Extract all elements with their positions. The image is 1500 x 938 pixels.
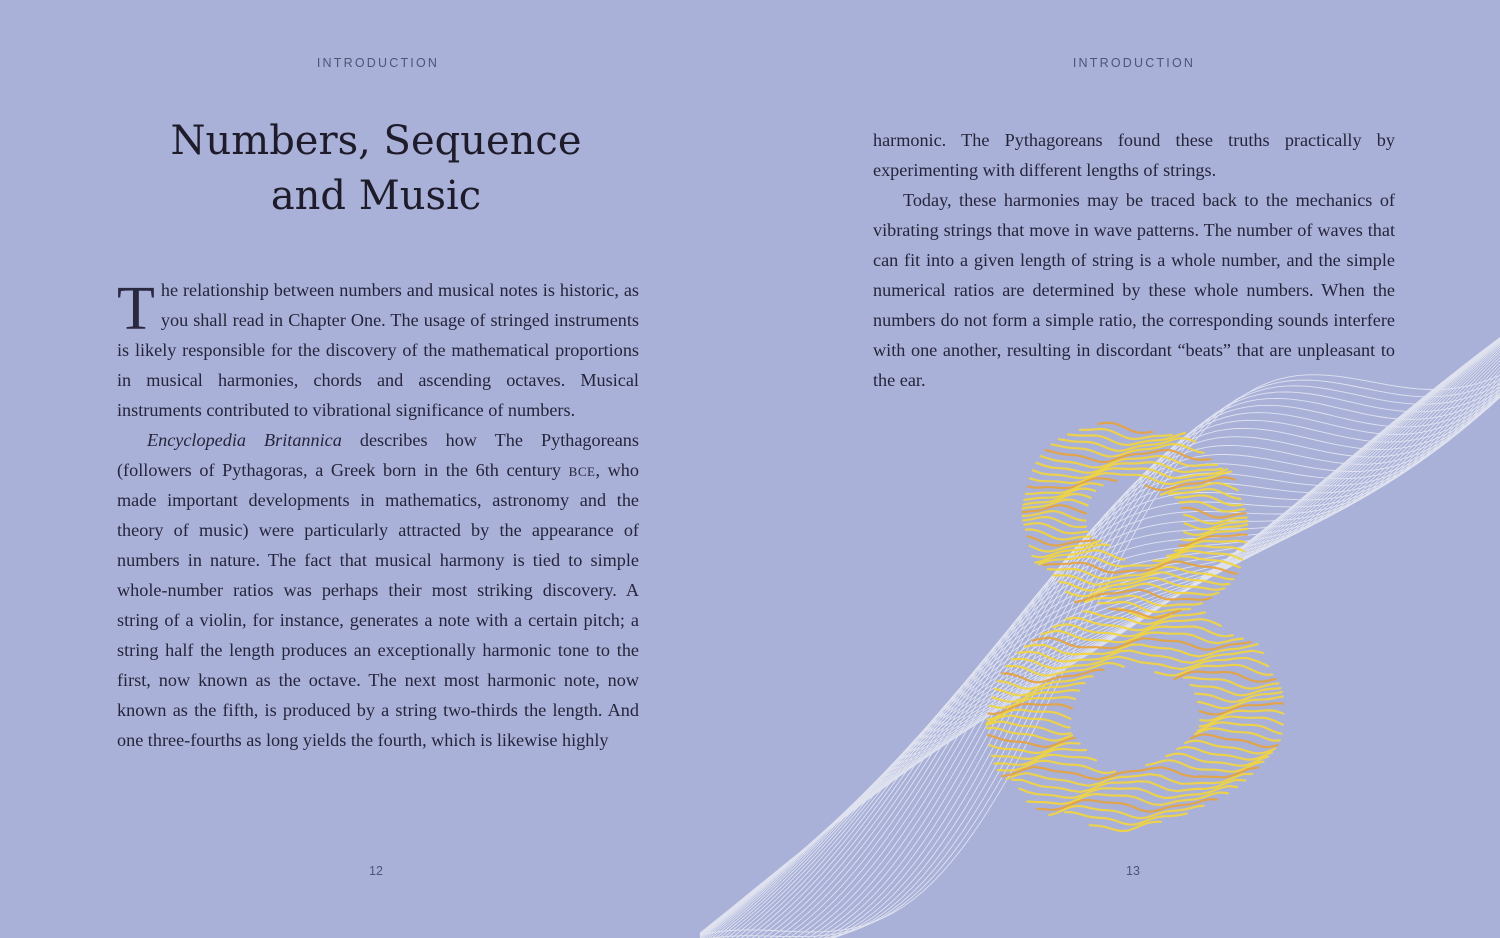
page-number-left: 12 bbox=[369, 864, 383, 878]
era-abbreviation: bce bbox=[568, 460, 596, 480]
running-head-left: INTRODUCTION bbox=[316, 56, 440, 70]
page-number-right: 13 bbox=[1126, 864, 1140, 878]
paragraph-2 bbox=[117, 425, 639, 755]
paragraph-3: harmonic. The Pythagoreans found these truths practically by experimenting with different lengths of strings. bbox=[873, 130, 1395, 180]
right-body-text bbox=[873, 125, 1395, 395]
paragraph-1 bbox=[117, 275, 639, 425]
drop-cap: T bbox=[117, 275, 155, 343]
book-title-italic: Encyclopedia Britannica bbox=[147, 430, 342, 450]
chapter-title bbox=[126, 114, 626, 224]
running-head-right: INTRODUCTION bbox=[1072, 56, 1196, 70]
title-line-2: and Music bbox=[270, 173, 482, 219]
paragraph-2-text-b: , who made important developments in mathematics, astronomy and the theory of music) were particularly attracted by the appearance of numbers in nature. The fact that musical harmony is tied to simple whole-number ratios was perhaps their most striking discovery. A string of a violin, for instance, generates a note with a certain pitch; a string half the length produces an exceptionally harmonic tone to the first, now known as the octave. The next most harmonic note, now known as the fifth, is produced by a string two-thirds the length. And one three-fourths as long yields the fourth, which is likewise highly bbox=[117, 460, 639, 750]
paragraph-1-text: he relationship between numbers and musical notes is historic, as you shall read in Chapter One. The usage of stringed instruments is likely responsible for the discovery of the mathematical proportions in musical harmonies, chords and ascending octaves. Musical instruments contributed to vibrational significance of numbers. bbox=[117, 280, 639, 420]
paragraph-2-text-a: describes how The Pythagoreans (followers of Pythagoras, a Greek born in the 6th century bbox=[117, 430, 639, 480]
title-line-1: Numbers, Sequence bbox=[170, 118, 582, 164]
left-body-text bbox=[117, 275, 639, 755]
paragraph-4: Today, these harmonies may be traced back to the mechanics of vibrating strings that move in wave patterns. The number of waves that can fit into a given length of string is a whole number, and the simple numerical ratios are determined by these whole numbers. When the numbers do not form a simple ratio, the corresponding sounds interfere with one another, resulting in discordant “beats” that are unpleasant to the ear. bbox=[873, 190, 1395, 390]
right-page bbox=[750, 0, 1500, 938]
